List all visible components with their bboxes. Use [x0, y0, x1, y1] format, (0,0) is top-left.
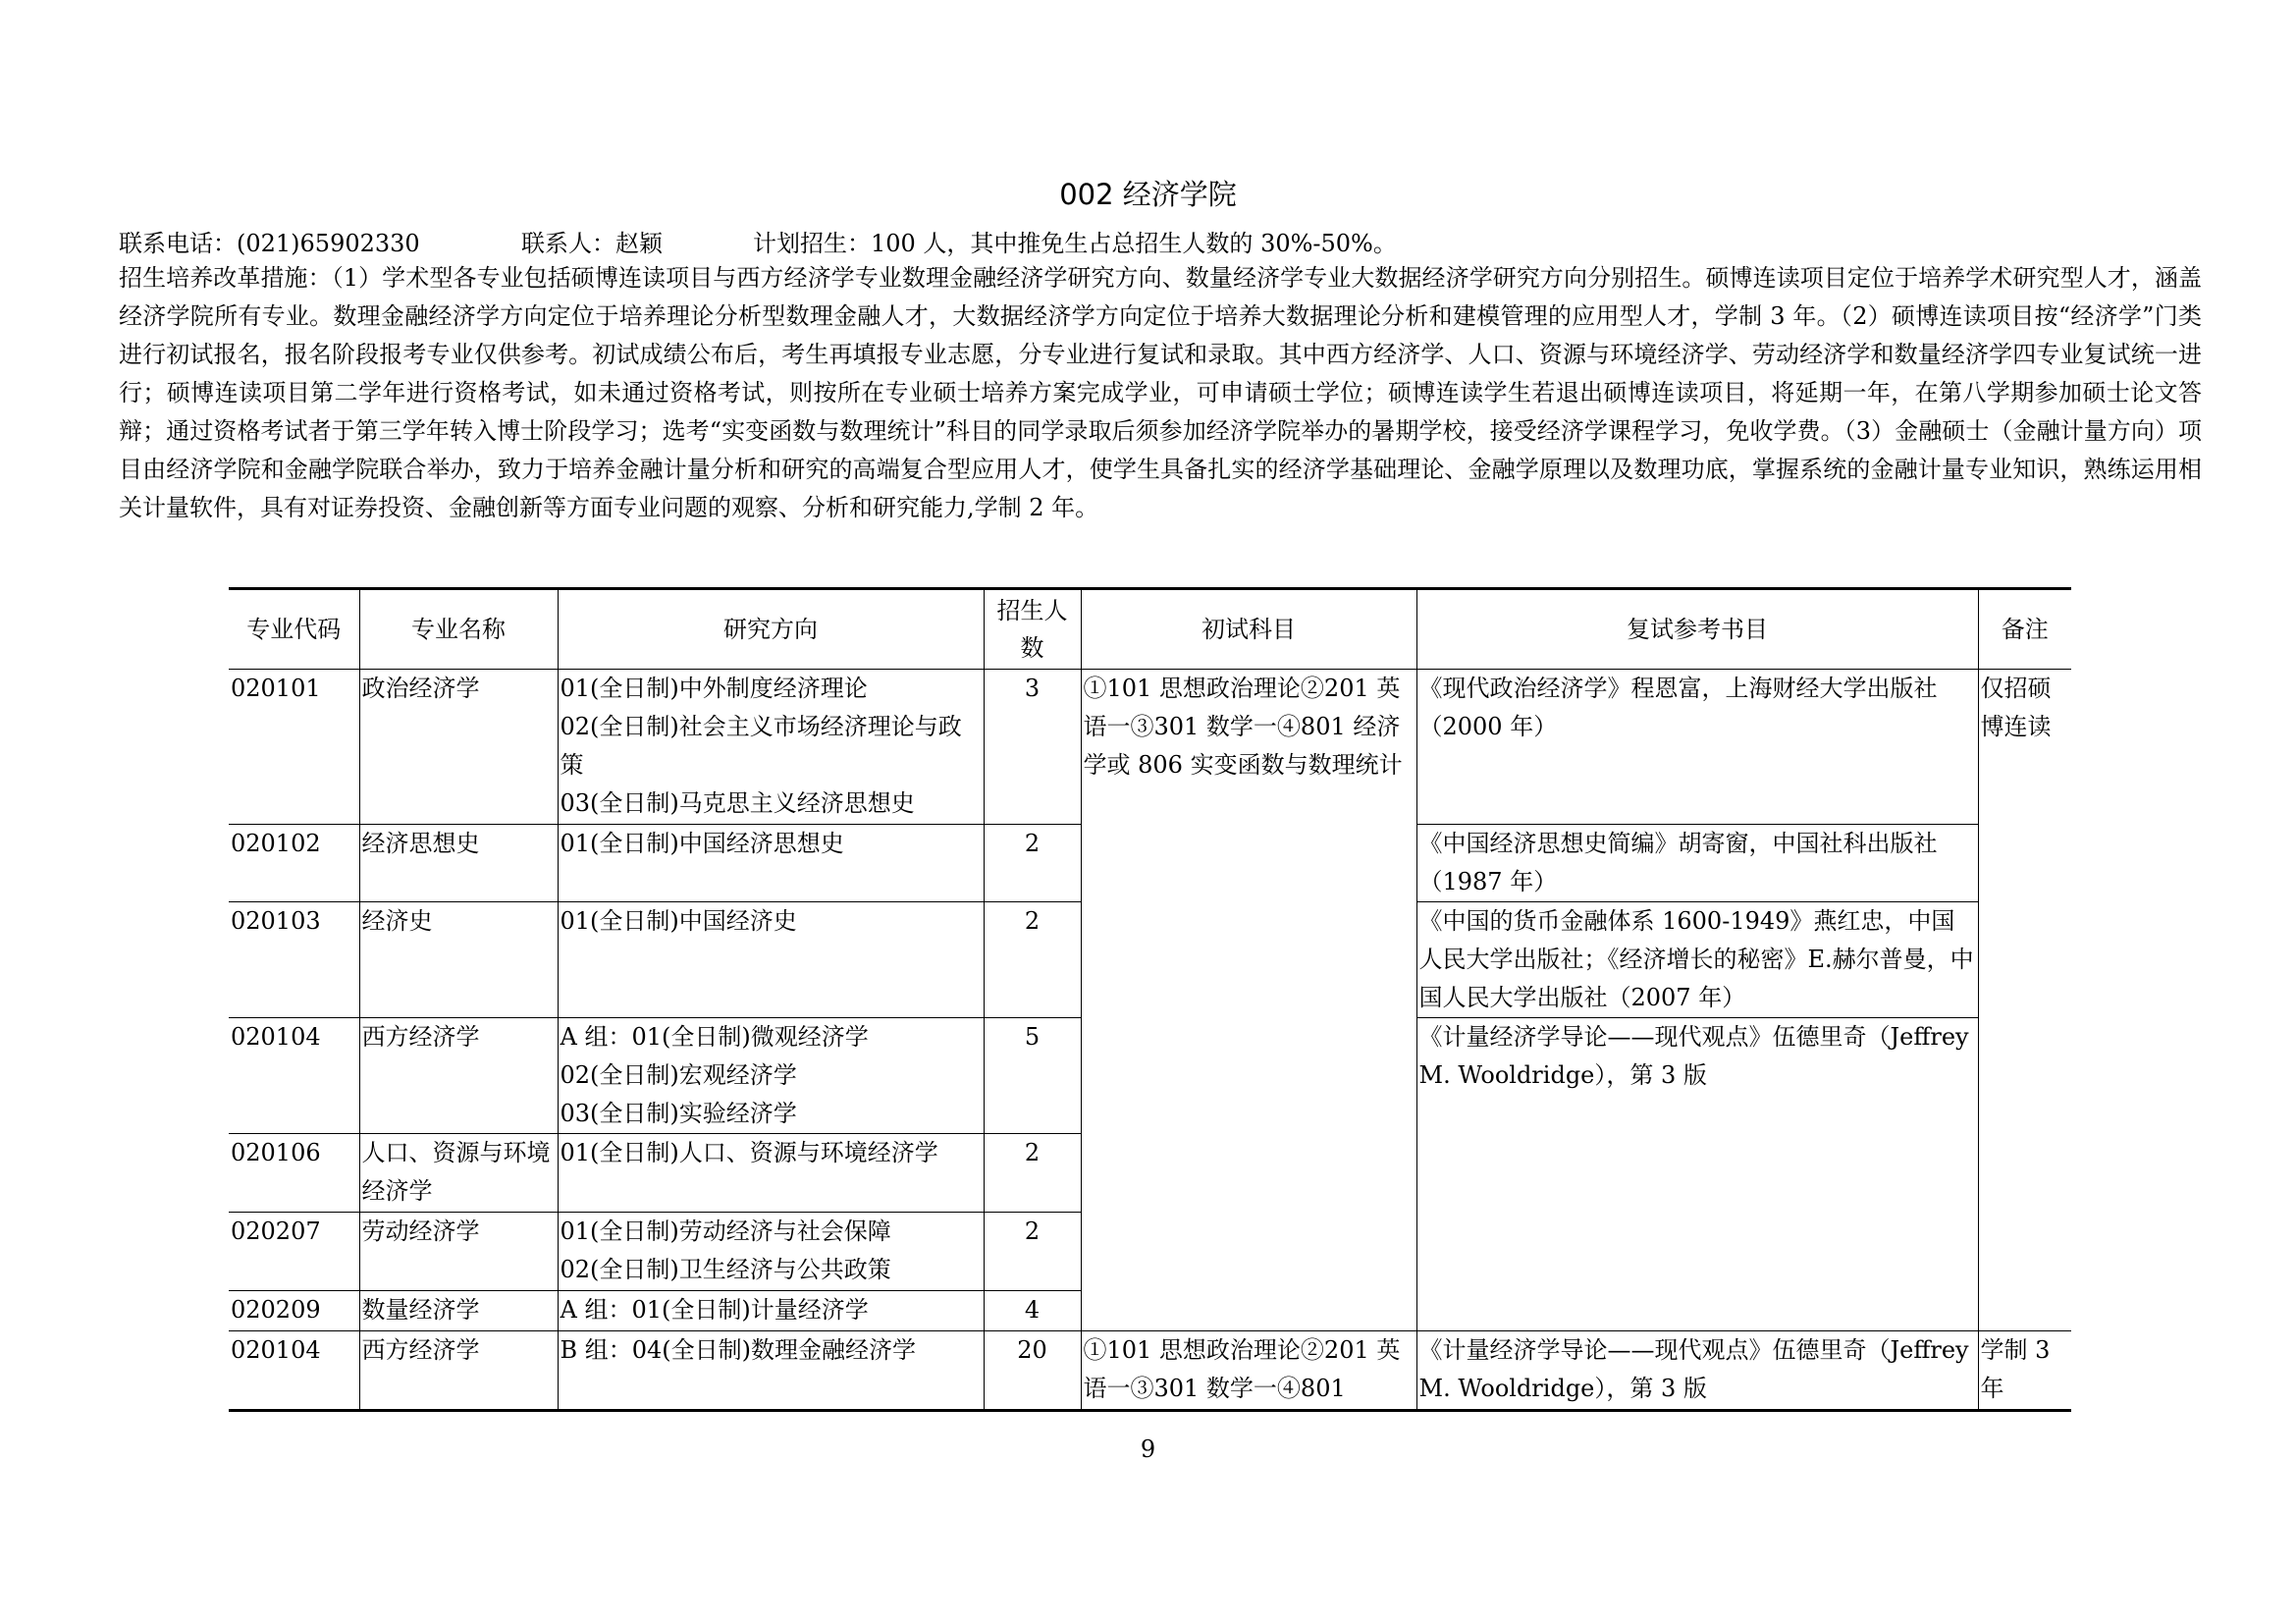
code-cell: 020207	[229, 1213, 359, 1291]
page-title: 002 经济学院	[1059, 178, 1237, 211]
page-number: 9	[1140, 1435, 1156, 1463]
directions-cell	[558, 1331, 984, 1411]
exam-subjects-cell: ①101 思想政治理论②201 英语一③301 数学一④801 经济学或 806 实变函数与数理统计	[1081, 670, 1416, 1331]
contact-phone: 联系电话：(021)65902330	[119, 230, 420, 257]
directions-cell	[558, 1018, 984, 1134]
header-directions: 研究方向	[558, 589, 984, 670]
name-cell: 西方经济学	[359, 1331, 558, 1411]
contact-line	[119, 224, 1397, 258]
direction-item: 01(全日制)中外制度经济理论	[560, 675, 868, 702]
contact-person: 联系人：赵颖	[521, 230, 663, 257]
direction-item: 01(全日制)中国经济史	[560, 907, 797, 935]
enrollment-plan: 计划招生：100 人，其中推免生占总招生人数的 30%-50%。	[753, 230, 1397, 257]
notes-cell: 学制 3 年	[1978, 1331, 2071, 1411]
reform-measures-paragraph: 招生培养改革措施：（1）学术型各专业包括硕博连读项目与西方经济学专业数理金融经济学研究方向、数量经济学专业大数据经济学研究方向分别招生。硕博连读项目定位于培养学术研究型人才，涵盖经济学院所有专业。数理金融经济学方向定位于培养理论分析型数理金融人才，大数据经济学方向定位于培养大数据理论分析和建模管理的应用型人才，学制 3 年。（2）硕博连读项目按“经济学”门类进行初试报名，报名阶段报考专业仅供参考。初试成绩公布后，考生再填报专业志愿，分专业进行复试和录取。其中西方经济学、人口、资源与环境经济学、劳动经济学和数量经济学四专业复试统一进行；硕博连读项目第二学年进行资格考试，如未通过资格考试，则按所在专业硕士培养方案完成学业，可申请硕士学位；硕博连读学生若退出硕博连读项目，将延期一年，在第八学期参加硕士论文答辩；通过资格考试者于第三学年转入博士阶段学习；选考“实变函数与数理统计”科目的同学录取后须参加经济学院举办的暑期学校，接受经济学课程学习，免收学费。（3）金融硕士（金融计量方向）项目由经济学院和金融学院联合举办，致力于培养金融计量分析和研究的高端复合型应用人才，使学生具备扎实的经济学基础理论、金融学原理以及数理功底，掌握系统的金融计量专业知识，熟练运用相关计量软件，具有对证券投资、金融创新等方面专业问题的观察、分析和研究能力,学制 2 年。	[119, 264, 2202, 521]
code-cell: 020209	[229, 1291, 359, 1331]
name-cell: 政治经济学	[359, 670, 558, 825]
books-cell: 《现代政治经济学》程恩富，上海财经大学出版社（2000 年）	[1416, 670, 1978, 825]
count-cell: 3	[984, 670, 1081, 825]
admissions-table	[229, 587, 2071, 1412]
header-code: 专业代码	[229, 589, 359, 670]
table-header-row	[229, 589, 2071, 670]
count-cell: 20	[984, 1331, 1081, 1411]
header-name: 专业名称	[359, 589, 558, 670]
direction-item: 02(全日制)宏观经济学	[560, 1061, 797, 1089]
direction-item: 01(全日制)人口、资源与环境经济学	[560, 1139, 938, 1166]
count-cell: 5	[984, 1018, 1081, 1134]
name-cell: 人口、资源与环境经济学	[359, 1134, 558, 1213]
directions-cell	[558, 1134, 984, 1213]
books-cell: 《中国的货币金融体系 1600-1949》燕红忠，中国人民大学出版社；《经济增长的秘密》E.赫尔普曼，中国人民大学出版社（2007 年）	[1416, 902, 1978, 1018]
code-cell: 020104	[229, 1018, 359, 1134]
header-notes: 备注	[1978, 589, 2071, 670]
direction-item: A 组：01(全日制)微观经济学	[560, 1023, 869, 1051]
header-exam: 初试科目	[1081, 589, 1416, 670]
direction-item: A 组：01(全日制)计量经济学	[560, 1296, 869, 1324]
count-cell: 2	[984, 1134, 1081, 1213]
books-cell: 《计量经济学导论——现代观点》伍德里奇（Jeffrey M. Wooldridge），第 3 版	[1416, 1331, 1978, 1411]
exam-subjects-cell: ①101 思想政治理论②201 英语一③301 数学一④801	[1081, 1331, 1416, 1411]
directions-cell	[558, 1291, 984, 1331]
code-cell: 020101	[229, 670, 359, 825]
directions-cell	[558, 670, 984, 825]
books-cell: 《计量经济学导论——现代观点》伍德里奇（Jeffrey M. Wooldridge），第 3 版	[1416, 1018, 1978, 1331]
name-cell: 经济史	[359, 902, 558, 1018]
name-cell: 劳动经济学	[359, 1213, 558, 1291]
name-cell: 西方经济学	[359, 1018, 558, 1134]
direction-item: B 组：04(全日制)数理金融经济学	[560, 1336, 917, 1364]
count-cell: 2	[984, 1213, 1081, 1291]
direction-item: 03(全日制)实验经济学	[560, 1100, 797, 1127]
code-cell: 020103	[229, 902, 359, 1018]
direction-item: 03(全日制)马克思主义经济思想史	[560, 789, 915, 817]
count-cell: 2	[984, 825, 1081, 902]
name-cell: 经济思想史	[359, 825, 558, 902]
table-row	[229, 670, 2071, 825]
code-cell: 020104	[229, 1331, 359, 1411]
direction-item: 02(全日制)卫生经济与公共政策	[560, 1256, 891, 1283]
direction-item: 01(全日制)中国经济思想史	[560, 830, 844, 857]
direction-item: 01(全日制)劳动经济与社会保障	[560, 1218, 891, 1245]
notes-cell: 仅招硕博连读	[1978, 670, 2071, 1331]
name-cell: 数量经济学	[359, 1291, 558, 1331]
header-count: 招生人数	[984, 589, 1081, 670]
code-cell: 020102	[229, 825, 359, 902]
count-cell: 2	[984, 902, 1081, 1018]
direction-item: 02(全日制)社会主义市场经济理论与政策	[560, 713, 962, 779]
books-cell: 《中国经济思想史简编》胡寄窗，中国社科出版社（1987 年）	[1416, 825, 1978, 902]
directions-cell	[558, 825, 984, 902]
directions-cell	[558, 902, 984, 1018]
count-cell: 4	[984, 1291, 1081, 1331]
table-row	[229, 1331, 2071, 1411]
directions-cell	[558, 1213, 984, 1291]
code-cell: 020106	[229, 1134, 359, 1213]
header-books: 复试参考书目	[1416, 589, 1978, 670]
